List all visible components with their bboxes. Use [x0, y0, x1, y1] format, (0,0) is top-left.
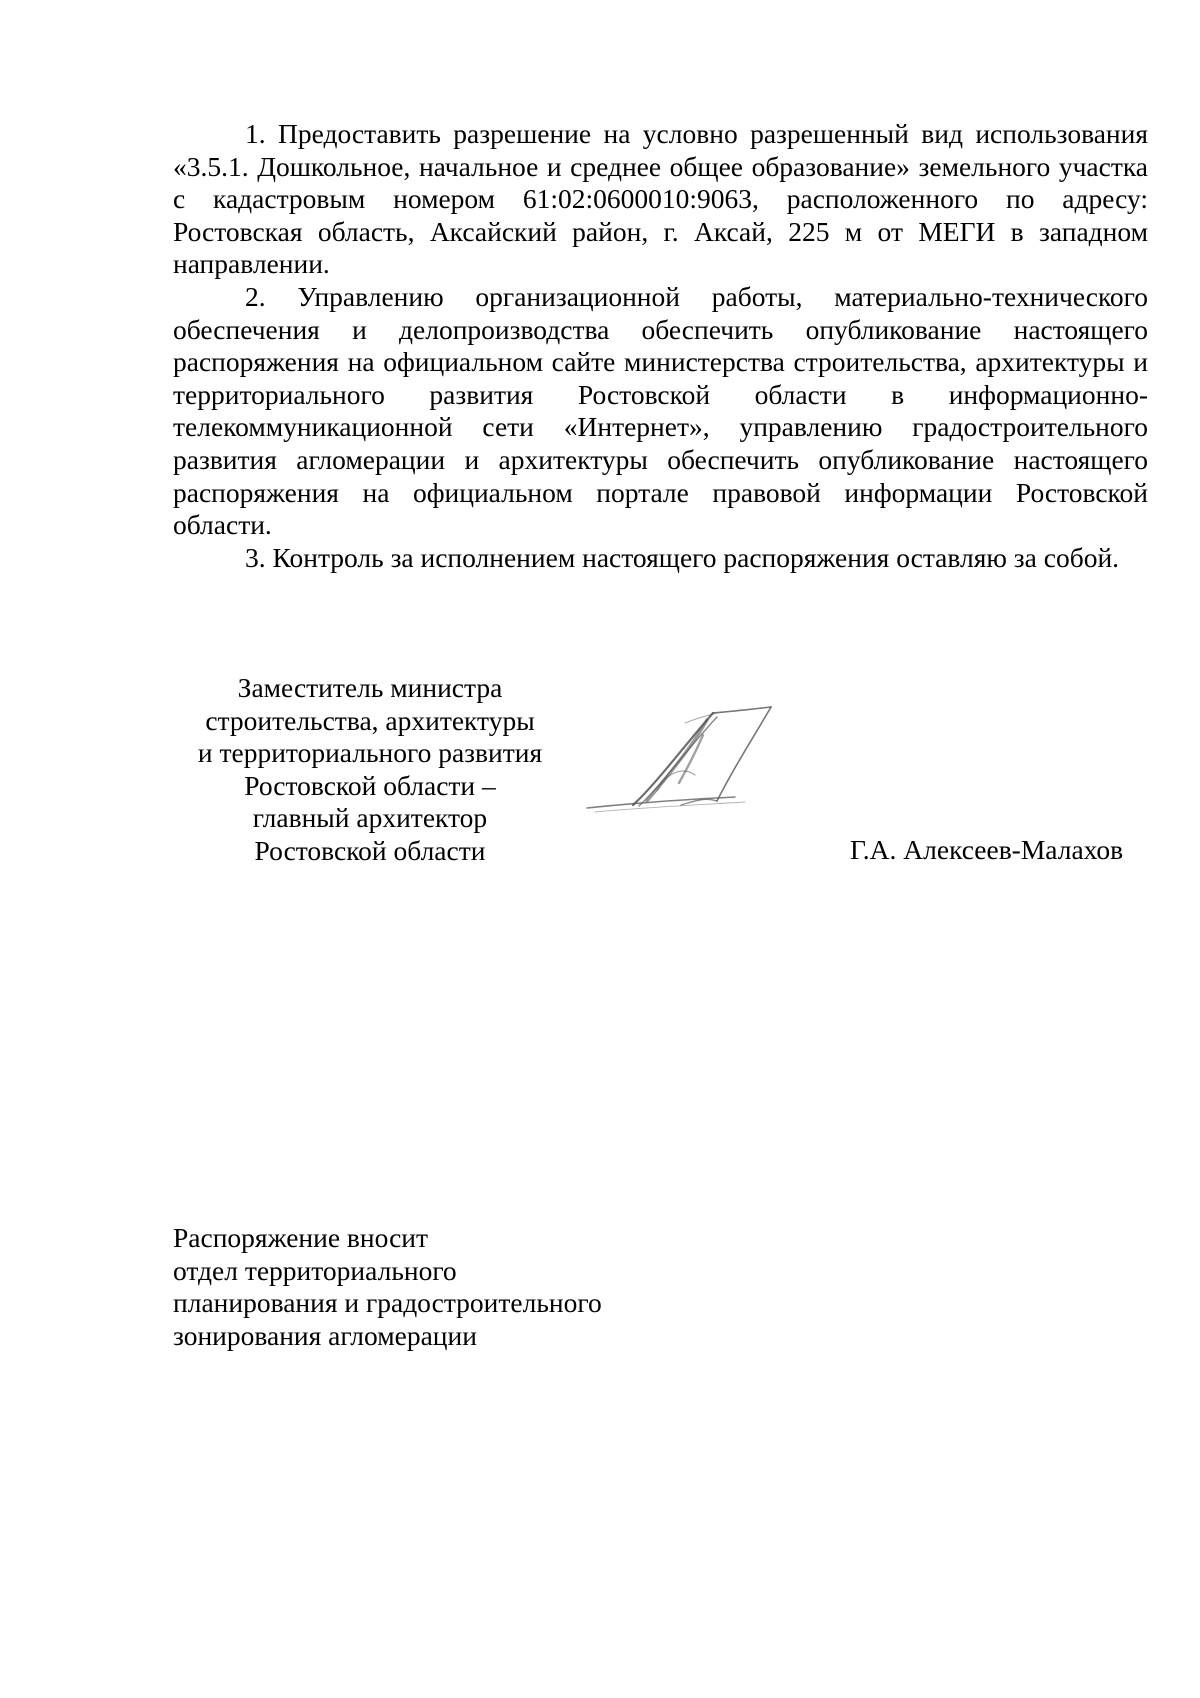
footer-line: Распоряжение вносит [173, 1222, 429, 1253]
order-body [173, 118, 1148, 574]
handwritten-signature [585, 705, 795, 825]
position-line: Ростовской области [254, 834, 486, 866]
footer-line: планирования и градостроительного [173, 1287, 602, 1319]
signatory-position [170, 672, 570, 868]
position-line: и территориального развития [197, 737, 543, 769]
footer-line: зонирования агломерации [173, 1319, 477, 1351]
position-line: Ростовской области – [244, 769, 496, 801]
paragraph-3: 3. Контроль за исполнением настоящего распоряжения оставляю за собой. [245, 541, 1120, 573]
footer-line: отдел территориального [173, 1254, 457, 1286]
paragraph-2: 2. Управлению организационной работы, материально-технического обеспечения и делопроизводства обеспечить опубликование настоящего распоряжения на официальном сайте министерства строительства, архитектуры и территориального развития Ростовской области в информационно-телекоммуникационной сети «Интернет», управлению градостроительного развития агломерации и архитектуры обеспечить опубликование настоящего распоряжения на официальном портале правовой информации Ростовской области. [173, 280, 1148, 541]
signatory-name: Г.А. Алексеев-Малахов [850, 834, 1124, 865]
paragraph-1: 1. Предоставить разрешение на условно разрешенный вид использования «3.5.1. Дошкольное, начальное и среднее общее образование» земельного участка с кадастровым номером 61:02:0600010:9063, расположенного по адресу: Ростовская область, Аксайский район, г. Аксай, 225 м от МЕГИ в западном направлении. [173, 118, 1148, 280]
submitted-by-note [173, 1222, 602, 1352]
position-line: главный архитектор [252, 802, 488, 834]
position-line: Заместитель министра [237, 672, 503, 703]
position-line: строительства, архитектуры [205, 704, 535, 736]
